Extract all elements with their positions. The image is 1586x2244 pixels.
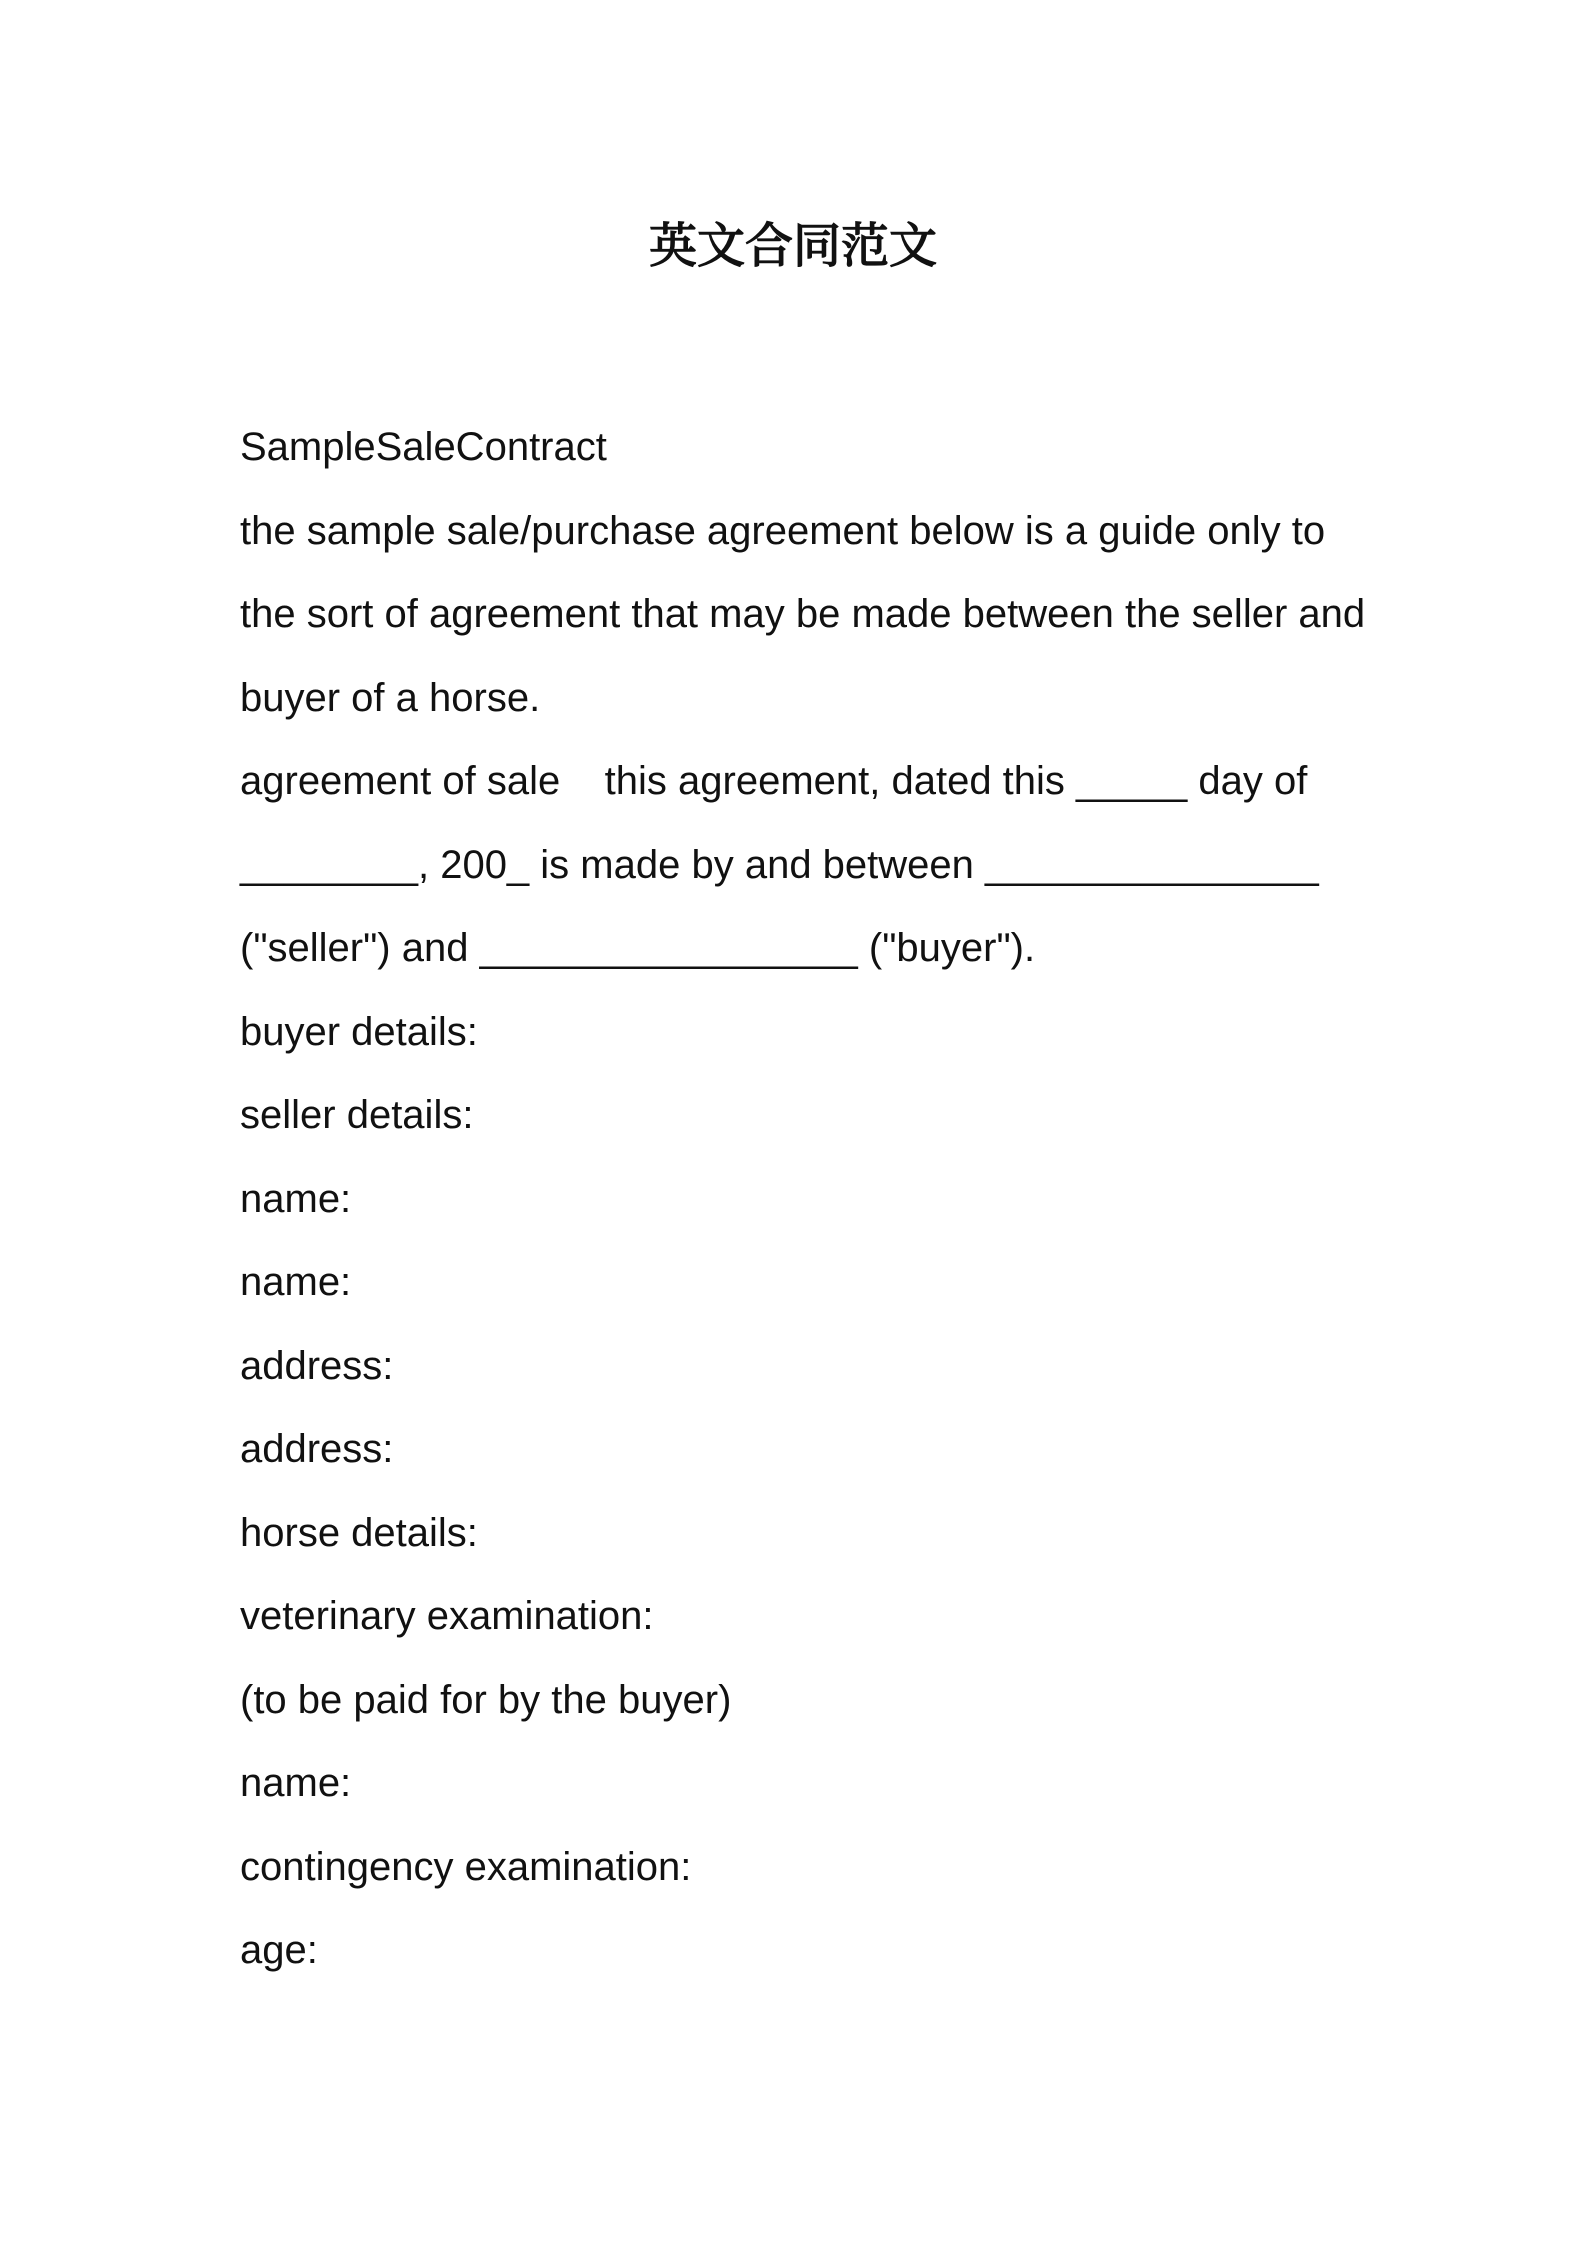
intro-line-1: the sample sale/purchase agreement below is a guide only to bbox=[240, 508, 1326, 553]
agreement-line-3: ("seller") and _________________ ("buyer"). bbox=[240, 926, 1036, 970]
buyer-name-label: name: bbox=[240, 1176, 352, 1221]
contract-body bbox=[240, 406, 1370, 1993]
contract-heading: SampleSaleContract bbox=[240, 425, 607, 469]
seller-address-label: address: bbox=[240, 1427, 394, 1471]
buyer-address-label: address: bbox=[240, 1343, 394, 1388]
veterinary-payment-note: (to be paid for by the buyer) bbox=[240, 1677, 732, 1722]
horse-details-label: horse details: bbox=[240, 1510, 478, 1555]
horse-name-label: name: bbox=[240, 1761, 352, 1805]
page-title: 英文合同范文 bbox=[648, 218, 937, 274]
agreement-line-2: ________, 200_ is made by and between _______________ bbox=[240, 842, 1319, 887]
contingency-examination-label: contingency examination: bbox=[240, 1844, 692, 1889]
intro-line-2: the sort of agreement that may be made between the seller and bbox=[240, 592, 1366, 636]
seller-name-label: name: bbox=[240, 1260, 352, 1304]
buyer-details-label: buyer details: bbox=[240, 1009, 478, 1054]
seller-details-label: seller details: bbox=[240, 1093, 474, 1137]
veterinary-examination-label: veterinary examination: bbox=[240, 1594, 654, 1638]
agreement-line-1: agreement of sale this agreement, dated this _____ day of bbox=[240, 759, 1308, 803]
intro-line-3: buyer of a horse. bbox=[240, 675, 541, 720]
horse-age-label: age: bbox=[240, 1928, 318, 1972]
